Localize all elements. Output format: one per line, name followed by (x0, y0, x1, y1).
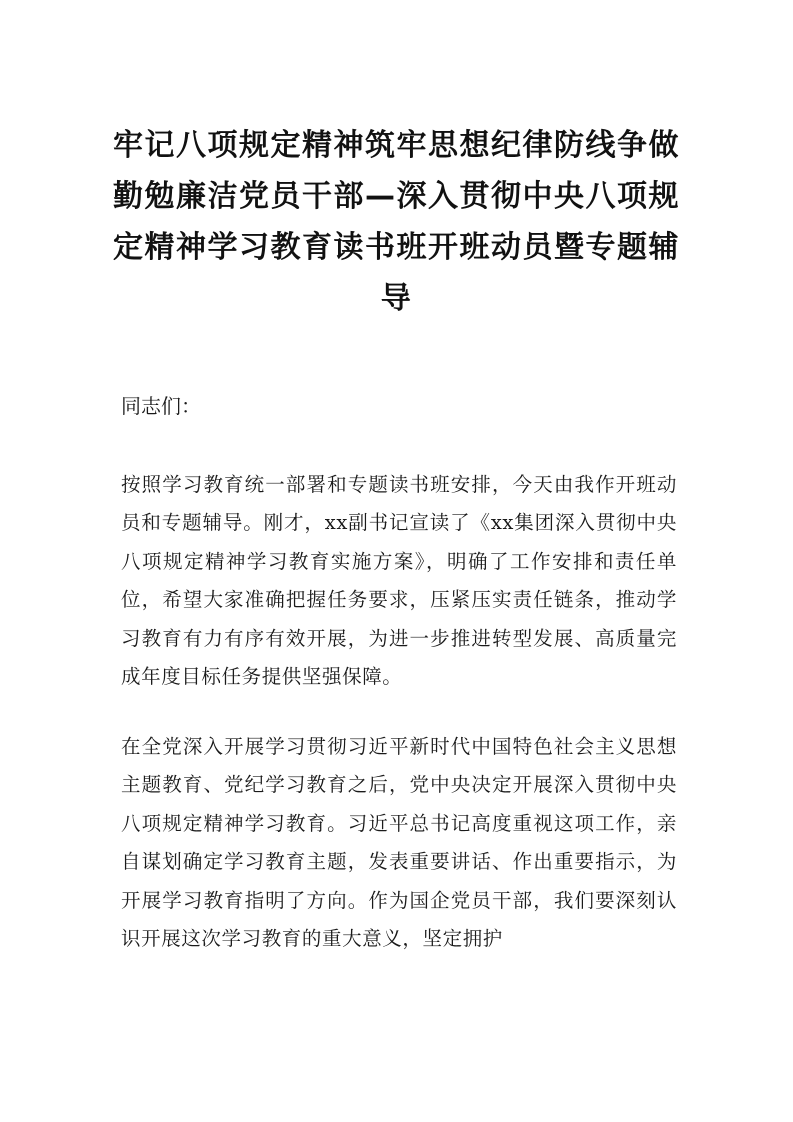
paragraph-1: 按照学习教育统一部署和专题读书班安排，今天由我作开班动员和专题辅导。刚才，xx副书记宣读了《xx集团深入贯彻中央八项规定精神学习教育实施方案》，明确了工作安排和责任单位，希望大家准确把握任务要求，压紧压实责任链条，推动学习教育有力有序有效开展，为进一步推进转型发展、高质量完成年度目标任务提供坚强保障。 (121, 473, 677, 689)
salutation: 同志们： (121, 394, 201, 418)
document-title: 牢记八项规定精神筑牢思想纪律防线争做勤勉廉洁党员干部—深入贯彻中央八项规定精神学习教育读书班开班动员暨专题辅导 (113, 128, 680, 316)
paragraph-2: 在全党深入开展学习贯彻习近平新时代中国特色社会主义思想主题教育、党纪学习教育之后，党中央决定开展深入贯彻中央八项规定精神学习教育。习近平总书记高度重视这项工作，亲自谋划确定学习教育主题，发表重要讲话、作出重要指示，为开展学习教育指明了方向。作为国企党员干部，我们要深刻认识开展这次学习教育的重大意义，坚定拥护 (121, 735, 677, 951)
